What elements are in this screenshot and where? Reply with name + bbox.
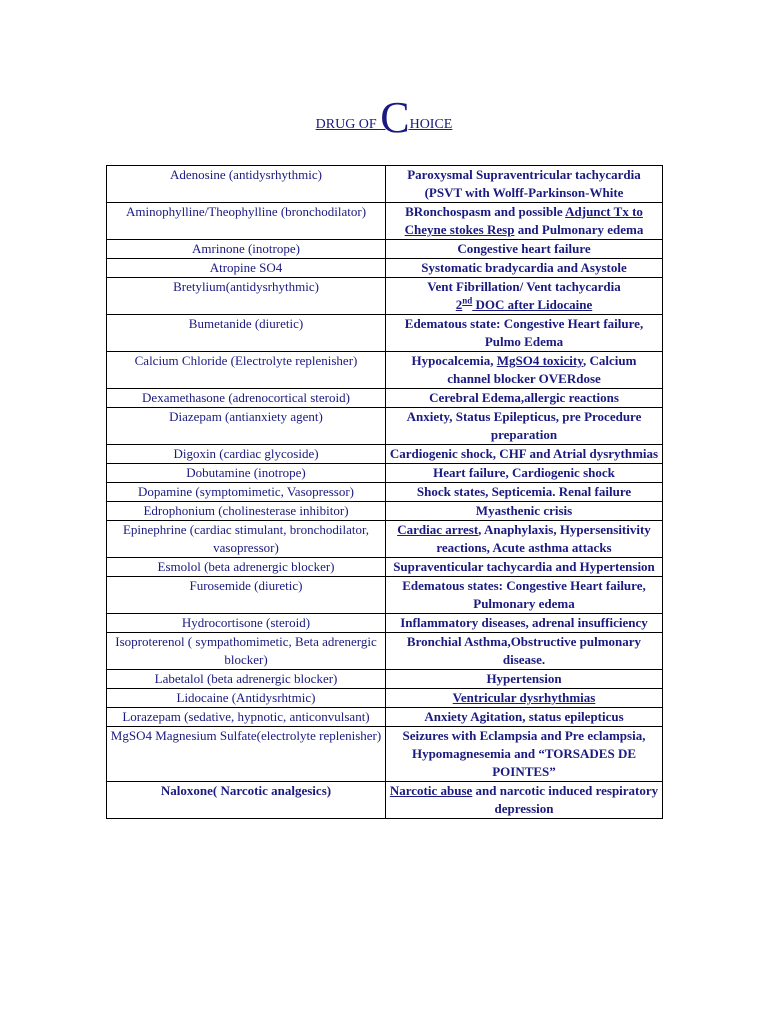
table-row	[107, 203, 663, 240]
indication-text: Cheyne stokes Resp	[404, 222, 515, 237]
drug-name-cell: Esmolol (beta adrenergic blocker)	[107, 558, 386, 577]
drug-indication-cell	[386, 708, 663, 727]
indication-text: Hypertension	[486, 671, 562, 686]
drug-name-cell: Calcium Chloride (Electrolyte replenisher)	[107, 352, 386, 389]
indication-text: Adjunct Tx to	[565, 204, 643, 219]
drug-name-cell: Dopamine (symptomimetic, Vasopressor)	[107, 483, 386, 502]
drug-name-cell: Lorazepam (sedative, hypnotic, anticonvulsant)	[107, 708, 386, 727]
drug-name-cell: Aminophylline/Theophylline (bronchodilator)	[107, 203, 386, 240]
table-row	[107, 483, 663, 502]
indication-text: DOC after Lidocaine	[472, 297, 593, 312]
drug-name-cell: Digoxin (cardiac glycoside)	[107, 445, 386, 464]
indication-text: Edematous state: Congestive Heart failure, Pulmo Edema	[404, 316, 644, 349]
indication-text: Congestive heart failure	[457, 241, 591, 256]
drug-indication-cell	[386, 389, 663, 408]
indication-text: Cerebral Edema,allergic reactions	[429, 390, 619, 405]
drug-name-cell: MgSO4 Magnesium Sulfate(electrolyte replenisher)	[107, 727, 386, 782]
drug-name-cell: Atropine SO4	[107, 259, 386, 278]
table-row	[107, 708, 663, 727]
drug-indication-cell	[386, 577, 663, 614]
indication-text: Hypocalcemia,	[411, 353, 497, 368]
indication-text: Supraventicular tachycardia and Hypertension	[393, 559, 655, 574]
table-row	[107, 352, 663, 389]
drug-table	[106, 165, 663, 819]
indication-text: BRonchospasm and possible	[405, 204, 566, 219]
drug-indication-cell	[386, 352, 663, 389]
title-big-letter: C	[380, 93, 410, 142]
drug-table-body	[107, 166, 663, 819]
table-row	[107, 315, 663, 352]
indication-text: Seizures with Eclampsia and Pre eclampsia, Hypomagnesemia and “TORSADES DE POINTES”	[402, 728, 646, 779]
drug-name-cell: Lidocaine (Antidysrhtmic)	[107, 689, 386, 708]
table-row	[107, 577, 663, 614]
indication-text: Anxiety, Status Epilepticus, pre Procedure preparation	[406, 409, 642, 442]
table-row	[107, 445, 663, 464]
table-row	[107, 521, 663, 558]
indication-text: Anxiety Agitation, status epilepticus	[424, 709, 624, 724]
drug-indication-cell	[386, 203, 663, 240]
drug-indication-cell	[386, 408, 663, 445]
table-row	[107, 502, 663, 521]
drug-indication-cell	[386, 166, 663, 203]
drug-indication-cell	[386, 483, 663, 502]
drug-indication-cell	[386, 689, 663, 708]
indication-text: Cardiogenic shock, CHF and Atrial dysrythmias	[389, 446, 659, 461]
indication-text: , Calcium channel blocker OVERdose	[447, 353, 637, 386]
drug-indication-cell	[386, 464, 663, 483]
table-row	[107, 408, 663, 445]
table-row	[107, 259, 663, 278]
drug-indication-cell	[386, 240, 663, 259]
drug-name-cell: Dobutamine (inotrope)	[107, 464, 386, 483]
drug-name-cell: Isoproterenol ( sympathomimetic, Beta adrenergic blocker)	[107, 633, 386, 670]
drug-name-cell: Bretylium(antidysrhythmic)	[107, 278, 386, 315]
drug-indication-cell	[386, 670, 663, 689]
table-row	[107, 558, 663, 577]
table-row	[107, 614, 663, 633]
drug-name-cell: Adenosine (antidysrhythmic)	[107, 166, 386, 203]
page-title	[0, 93, 768, 142]
drug-indication-cell	[386, 502, 663, 521]
indication-text: and Pulmonary edema	[514, 222, 644, 237]
drug-name-cell: Edrophonium (cholinesterase inhibitor)	[107, 502, 386, 521]
indication-text: and narcotic induced respiratory depression	[472, 783, 659, 816]
title-prefix: DRUG OF	[315, 117, 381, 132]
indication-text: MgSO4 toxicity	[496, 353, 584, 368]
drug-indication-cell	[386, 259, 663, 278]
indication-text: Vent Fibrillation/ Vent tachycardia	[427, 279, 621, 294]
drug-indication-cell	[386, 782, 663, 819]
drug-indication-cell	[386, 727, 663, 782]
table-row	[107, 389, 663, 408]
drug-name-cell: Hydrocortisone (steroid)	[107, 614, 386, 633]
indication-text: Shock states, Septicemia. Renal failure	[416, 484, 632, 499]
drug-name-cell: Dexamethasone (adrenocortical steroid)	[107, 389, 386, 408]
drug-indication-cell	[386, 278, 663, 315]
drug-name-cell: Labetalol (beta adrenergic blocker)	[107, 670, 386, 689]
drug-indication-cell	[386, 521, 663, 558]
indication-text: Inflammatory diseases, adrenal insufficiency	[400, 615, 648, 630]
table-row	[107, 670, 663, 689]
indication-text: Bronchial Asthma,Obstructive pulmonary disease.	[406, 634, 642, 667]
drug-indication-cell	[386, 614, 663, 633]
drug-indication-cell	[386, 633, 663, 670]
indication-text: Heart failure, Cardiogenic shock	[433, 465, 615, 480]
table-row	[107, 782, 663, 819]
table-row	[107, 727, 663, 782]
drug-indication-cell	[386, 315, 663, 352]
drug-indication-cell	[386, 558, 663, 577]
indication-text: 2	[455, 297, 463, 312]
indication-text: Myasthenic crisis	[475, 503, 573, 518]
indication-text: Narcotic abuse	[389, 783, 473, 798]
drug-name-cell: Bumetanide (diuretic)	[107, 315, 386, 352]
indication-text: Ventricular dysrhythmias	[452, 690, 596, 705]
table-row	[107, 240, 663, 259]
indication-text: Paroxysmal Supraventricular tachycardia (PSVT with Wolff-Parkinson-White	[407, 167, 641, 200]
drug-indication-cell	[386, 445, 663, 464]
indication-text: , Anaphylaxis, Hypersensitivity reactions, Acute asthma attacks	[436, 522, 651, 555]
indication-text: nd	[462, 295, 473, 306]
table-row	[107, 633, 663, 670]
drug-name-cell: Diazepam (antianxiety agent)	[107, 408, 386, 445]
indication-text: Systomatic bradycardia and Asystole	[421, 260, 627, 275]
drug-name-cell: Epinephrine (cardiac stimulant, bronchodilator, vasopressor)	[107, 521, 386, 558]
table-row	[107, 278, 663, 315]
indication-text: Edematous states: Congestive Heart failure, Pulmonary edema	[402, 578, 646, 611]
table-row	[107, 464, 663, 483]
table-row	[107, 166, 663, 203]
drug-name-cell: Amrinone (inotrope)	[107, 240, 386, 259]
drug-name-cell: Naloxone( Narcotic analgesics)	[107, 782, 386, 819]
table-row	[107, 689, 663, 708]
indication-text: Cardiac arrest	[397, 522, 479, 537]
drug-name-cell: Furosemide (diuretic)	[107, 577, 386, 614]
title-suffix: HOICE	[409, 117, 453, 132]
